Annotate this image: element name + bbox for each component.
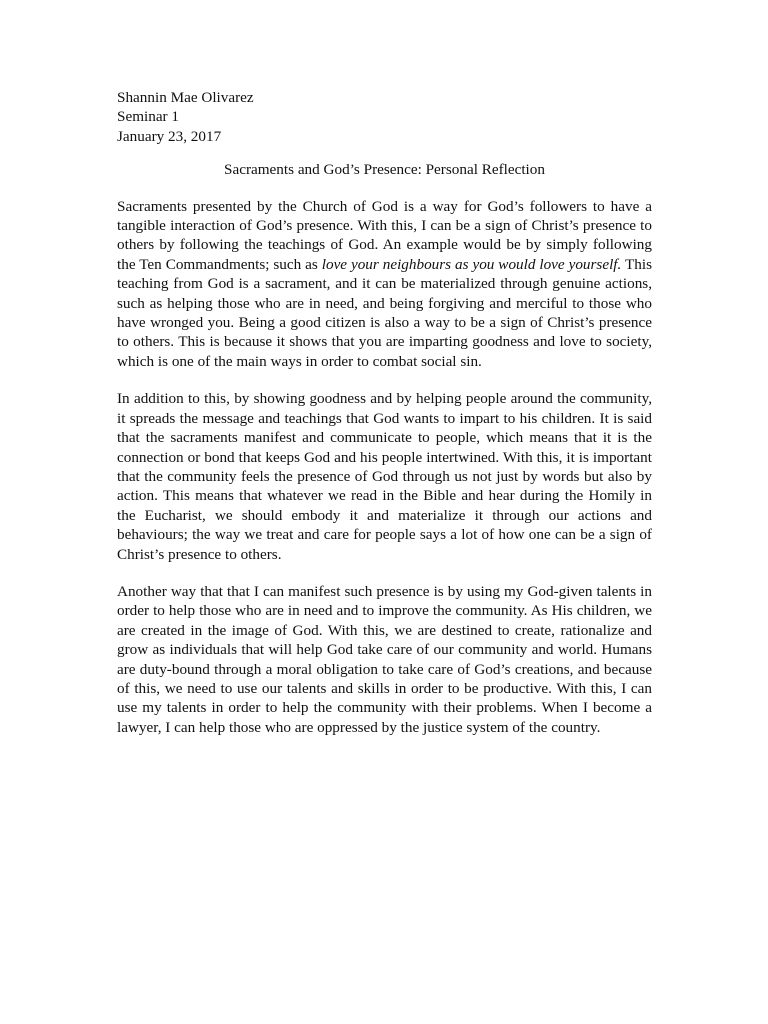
paragraph-3: Another way that that I can manifest such presence is by using my God-given talents in order to help those who are in need and to improve the community. As His children, we are created in the image of God. With this, we are destined to create, rationalize and grow as individuals that will help God take care of our community and world. Humans are duty-bound through a moral obligation to take care of God’s creations, and because of this, we need to use our talents and skills in order to be productive. With this, I can use my talents in order to help the community with their problems. When I become a lawyer, I can help those who are oppressed by the justice system of the country. bbox=[117, 582, 652, 736]
author-name: Shannin Mae Olivarez bbox=[117, 89, 254, 106]
document-title: Sacraments and God’s Presence: Personal Reflection bbox=[224, 161, 545, 179]
course-name: Seminar 1 bbox=[117, 108, 180, 126]
paragraph-1-emphasis: love your neighbours as you would love yourself. bbox=[321, 255, 622, 273]
document-body bbox=[117, 88, 652, 737]
paragraph-1-text-start: Sacraments presented by the Church of God is a way for God’s followers to have a tangible interaction of God’s presence. With this, I can be a sign of Christ’s presence to others by following the teachings of God. An example would be by simply following the Ten Commandments; such as bbox=[117, 197, 652, 273]
paragraph-1-text-end: This teaching from God is a sacrament, and it can be materialized through genuine actions, such as helping those who are in need, and being forgiving and merciful to those who have wronged you. Being a good citizen is also a way to be a sign of Christ’s presence to others. This is because it shows that you are imparting goodness and love to society, which is one of the main ways in order to combat social sin. bbox=[117, 255, 652, 370]
paragraph-1 bbox=[117, 197, 652, 372]
paragraph-2: In addition to this, by showing goodness and by helping people around the community, it spreads the message and teachings that God wants to impart to his children. It is said that the sacraments manifest and communicate to people, which means that it is the connection or bond that keeps God and his people intertwined. With this, it is important that the community feels the presence of God through us not just by words but also by action. This means that whatever we read in the Bible and hear during the Homily in the Eucharist, we should embody it and materialize it through our actions and behaviours; the way we treat and care for people says a lot of how one can be a sign of Christ’s presence to others. bbox=[117, 390, 652, 563]
document-date: January 23, 2017 bbox=[117, 127, 222, 145]
